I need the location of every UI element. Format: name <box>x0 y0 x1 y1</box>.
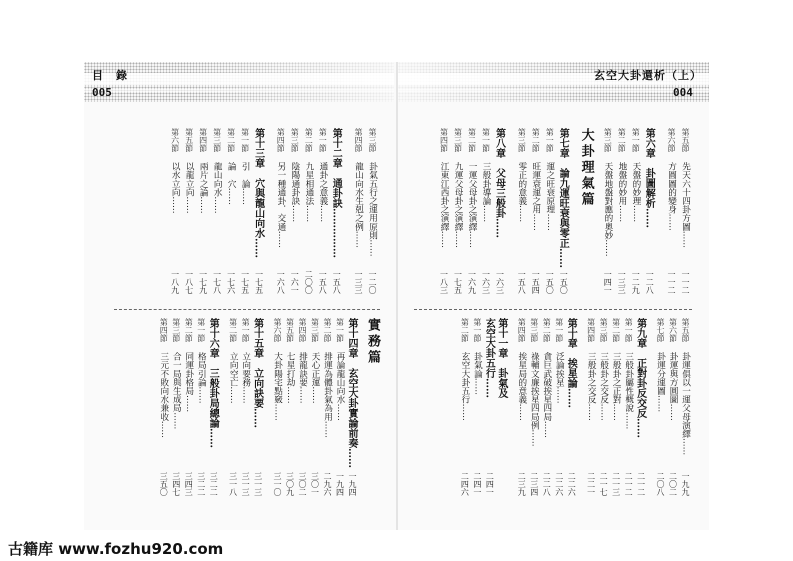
page-reference: 三〇一 <box>310 472 320 496</box>
page-reference: 一二〇 <box>368 270 377 294</box>
chapter-heading[interactable]: 玄空大卦五行…… <box>483 318 495 398</box>
section-number: 第三節 <box>368 128 377 152</box>
section-title[interactable]: 再論龍山向水…… <box>335 352 346 421</box>
page-reference: 二三四 <box>529 472 539 496</box>
section-number: 第一節 <box>335 318 345 342</box>
page-reference: 一二九 <box>631 270 641 294</box>
page-reference: 二二六 <box>554 472 564 496</box>
section-title[interactable]: 卦氣論…… <box>472 352 483 395</box>
section-title[interactable]: 排龍訣要…… <box>297 352 308 404</box>
section-title[interactable]: 玄空大卦五行…… <box>459 352 470 421</box>
section-number: 第二節 <box>228 318 238 342</box>
page-reference: 一七五 <box>240 270 250 294</box>
page-reference: 一七五 <box>453 270 463 294</box>
section-title[interactable]: 泛論挨星…… <box>554 352 565 404</box>
section-number: 第三節 <box>529 318 539 342</box>
section-number: 第三節 <box>517 128 527 152</box>
chapter-heading[interactable]: 第六章 卦圖解析…… <box>643 128 655 228</box>
page-reference: 三四七 <box>171 472 181 496</box>
page-reference: 一三三 <box>617 270 627 294</box>
page-reference: 一七九 <box>198 270 208 294</box>
section-title[interactable]: 大卦陽宅點竅…… <box>272 352 283 421</box>
section-number: 第一節 <box>318 128 328 152</box>
section-title[interactable]: 三般卦之交反…… <box>598 352 609 421</box>
page-reference: 三〇二 <box>298 472 307 496</box>
section-number: 第六節 <box>273 318 282 342</box>
section-title[interactable]: 立向空亡…… <box>228 352 239 404</box>
page-reference: 一七八 <box>212 270 222 294</box>
page-reference: 二二一 <box>586 472 596 496</box>
section-number: 第六節 <box>170 128 180 152</box>
page-reference: 二二八 <box>542 472 552 496</box>
chapter-heading[interactable]: 第八章 父母三般卦…… <box>493 128 505 238</box>
section-title[interactable]: 貪巨武破挨星四局…… <box>541 352 552 438</box>
section-title[interactable]: 祿輔文廉挨星四局例…… <box>529 352 540 447</box>
page-reference: 一六一 <box>290 270 300 294</box>
page-reference: 一九四 <box>335 472 345 496</box>
page-reference: 一六三 <box>481 270 491 294</box>
section-title[interactable]: 天盤地盤對應的奧妙…… <box>602 162 613 257</box>
page-reference: 二一七 <box>599 472 609 496</box>
section-title[interactable]: 兩片之論…… <box>198 162 209 214</box>
section-title[interactable]: 地盤的妙用…… <box>616 162 627 223</box>
section-title[interactable]: 卦氣五行之運用原則…… <box>367 162 378 257</box>
section-title[interactable]: 九星相通法…… <box>303 162 314 223</box>
section-title[interactable]: 三元不敗向水兼收…… <box>158 352 169 438</box>
section-title[interactable]: 龍山向水…… <box>212 162 223 214</box>
part-heading: 大卦理氣篇 <box>578 128 594 208</box>
section-title[interactable]: 以水立向…… <box>170 162 181 214</box>
section-number: 第三節 <box>171 318 181 342</box>
page-reference: 二九六 <box>323 472 332 496</box>
section-number: 第二節 <box>467 128 477 152</box>
section-number: 第三節 <box>453 128 463 152</box>
section-number: 第三節 <box>603 128 613 152</box>
section-title[interactable]: 運之旺衰原理…… <box>544 162 555 231</box>
section-title[interactable]: 天盤的妙理…… <box>630 162 641 223</box>
section-number: 第三節 <box>290 128 300 152</box>
section-number: 第二節 <box>460 318 470 342</box>
section-number: 第二節 <box>542 318 552 342</box>
section-number: 第一節 <box>472 318 482 342</box>
section-title[interactable]: 三般卦導論…… <box>481 162 492 223</box>
section-number: 第一節 <box>481 128 491 152</box>
page-reference: 二〇八 <box>656 472 665 496</box>
chapter-heading[interactable]: 第十二章 通卦訣…………… <box>330 128 342 258</box>
page-reference: 一七六 <box>226 270 236 294</box>
section-number: 第一節 <box>554 318 564 342</box>
site-watermark-footer: 古籍库 www.fozhu920.com <box>8 540 224 558</box>
section-number: 第五節 <box>681 318 690 342</box>
section-title[interactable]: 三般卦屬性概說…… <box>623 352 634 430</box>
page-reference: 三二二 <box>196 472 206 496</box>
section-number: 第二節 <box>184 318 194 342</box>
chapter-heading[interactable]: 第九章 正對卦反交反…… <box>634 318 646 438</box>
section-title[interactable]: 方圓圖的變身…… <box>666 162 677 231</box>
section-number: 第三節 <box>212 128 222 152</box>
section-title[interactable]: 卦運與方圓圖…… <box>668 352 679 421</box>
section-number: 第四節 <box>439 128 449 152</box>
right-page-number: 004 <box>673 86 693 99</box>
section-number: 第四節 <box>298 318 307 342</box>
section-title[interactable]: 合一局與生成局…… <box>171 352 182 430</box>
page-reference: 三一三 <box>253 472 263 496</box>
section-number: 第一節 <box>241 318 251 342</box>
page-reference: 三四三 <box>184 472 194 496</box>
page-reference: 三〇九 <box>285 472 295 496</box>
section-number: 第七節 <box>656 318 665 342</box>
page-reference: 三五〇 <box>159 472 169 496</box>
chapter-heading[interactable]: 第十五章 立向訣要…… <box>251 318 263 428</box>
page-reference: 一四一 <box>603 270 613 294</box>
page-reference: 三一八 <box>228 472 238 496</box>
section-title[interactable]: 龍山向水生剋之例…… <box>353 162 364 248</box>
section-number: 第一節 <box>545 128 555 152</box>
section-title[interactable]: 七星打劫…… <box>285 352 296 404</box>
section-title[interactable]: 九運父母卦之演繹…… <box>453 162 464 248</box>
section-title[interactable]: 江東江西卦之演繹…… <box>439 162 450 248</box>
page-reference: 三二二 <box>209 472 219 496</box>
section-number: 第四節 <box>586 318 596 342</box>
page-reference: 二一二 <box>624 472 634 496</box>
chapter-heading[interactable]: 第十章 挨星論…… <box>565 318 577 408</box>
section-number: 第四節 <box>159 318 169 342</box>
chapter-heading[interactable]: 第十三章 穴與龍山向水…… <box>252 128 264 258</box>
section-title[interactable]: 以龍立向…… <box>184 162 195 214</box>
section-number: 第五節 <box>184 128 194 152</box>
chapter-heading[interactable]: 第十一章 卦氣及 <box>495 318 507 398</box>
section-title[interactable]: 一運父母卦之演繹…… <box>467 162 478 248</box>
page-reference: 一五八 <box>318 270 328 294</box>
section-title[interactable]: 卦運俱以一運父母演繹…… <box>680 352 691 456</box>
book-gutter <box>396 62 398 530</box>
section-number: 第五節 <box>285 318 295 342</box>
section-number: 第二節 <box>323 318 332 342</box>
page-reference: 一一二 <box>681 270 690 294</box>
page-reference: 一六八 <box>276 270 286 294</box>
page-reference: 一七五 <box>254 270 264 294</box>
chapter-heading[interactable]: 第十六章 三般卦局總論…… <box>207 318 219 448</box>
section-title[interactable]: 卦運分運圖…… <box>655 352 666 413</box>
page-reference: 一一二 <box>667 270 676 294</box>
section-number: 第五節 <box>681 128 690 152</box>
section-number: 第四節 <box>517 318 527 342</box>
section-number: 第四節 <box>276 128 286 152</box>
chapter-heading[interactable]: 第十四章 玄空大卦實論前奏…… <box>346 318 357 468</box>
section-number: 第二節 <box>531 128 541 152</box>
page-reference: 一六九 <box>467 270 477 294</box>
page-reference: 一六三 <box>495 270 505 294</box>
chapter-heading[interactable]: 第七章 論九運旺衰與零正…… <box>557 128 569 268</box>
page-reference: 二〇二 <box>668 472 678 496</box>
part-heading: 實務篇 <box>365 318 380 366</box>
section-number: 第四節 <box>198 128 208 152</box>
section-number: 第二節 <box>226 128 236 152</box>
section-number: 第三節 <box>599 318 609 342</box>
page-reference: 一五〇 <box>545 270 555 294</box>
page-reference: 三一〇 <box>273 472 282 496</box>
page-reference: 一八九 <box>170 270 180 294</box>
page-reference: 二二六 <box>567 472 577 496</box>
page-reference: 一三三 <box>354 270 363 294</box>
page-reference: 二四一 <box>472 472 482 496</box>
page-reference: 二四六 <box>460 472 470 496</box>
page-reference: 一五四 <box>531 270 541 294</box>
page-reference: 一五〇 <box>559 270 569 294</box>
section-title[interactable]: 立向要務…… <box>240 352 251 404</box>
section-title[interactable]: 先天六十四卦方圖…… <box>680 162 691 248</box>
section-title[interactable]: 引 論…… <box>240 162 251 205</box>
page-reference: 一五八 <box>517 270 527 294</box>
page-reference: 二一二 <box>636 472 646 496</box>
page-reference: 一八七 <box>184 270 194 294</box>
section-number: 第二節 <box>304 128 314 152</box>
section-title[interactable]: 三般卦之正對…… <box>611 352 622 421</box>
section-title[interactable]: 挨星局的意義…… <box>516 352 527 421</box>
section-title[interactable]: 排運為體卦氣為用…… <box>322 352 333 438</box>
left-page-number: 005 <box>92 86 112 99</box>
section-title[interactable]: 同運卦格局…… <box>183 352 194 413</box>
page-reference: 一九九 <box>681 472 690 496</box>
section-number: 第六節 <box>668 318 678 342</box>
section-title[interactable]: 天心正運…… <box>310 352 321 404</box>
left-header-title: 目 錄 <box>92 69 128 82</box>
left-page-header-banner <box>84 62 394 102</box>
section-title[interactable]: 格局引論…… <box>196 352 207 404</box>
section-number: 第四節 <box>354 128 363 152</box>
section-number: 第六節 <box>667 128 676 152</box>
section-title[interactable]: 陰陽通卦訣…… <box>289 162 300 223</box>
left-page-divider <box>114 309 380 310</box>
page-reference: 三一三 <box>241 472 251 496</box>
right-header-title: 玄空大卦還析（上） <box>594 69 702 82</box>
section-number: 第三節 <box>310 318 320 342</box>
section-title[interactable]: 零正的意義…… <box>516 162 527 223</box>
page-reference: 二四一 <box>485 472 495 496</box>
page-reference: 二一三 <box>611 472 621 496</box>
section-title[interactable]: 三般卦之交反…… <box>586 352 597 421</box>
section-title[interactable]: 另一種通卦．交通…… <box>275 162 286 248</box>
section-title[interactable]: 論 穴…… <box>226 162 237 205</box>
section-number: 第一節 <box>240 128 250 152</box>
section-number: 第二節 <box>617 128 627 152</box>
page-reference: 一九四 <box>348 472 357 496</box>
page-reference: 一五八 <box>332 270 342 294</box>
section-number: 第一節 <box>196 318 206 342</box>
section-number: 第二節 <box>611 318 621 342</box>
section-number: 第一節 <box>624 318 634 342</box>
section-title[interactable]: 旺運衰運之用…… <box>530 162 541 231</box>
section-number: 第一節 <box>631 128 641 152</box>
right-page-divider <box>414 309 692 310</box>
page-reference: 二三九 <box>517 472 527 496</box>
page-reference: 二〇〇 <box>304 270 314 294</box>
page-reference: 一八三 <box>439 270 449 294</box>
section-title[interactable]: 通卦之意義…… <box>317 162 328 223</box>
page-reference: 一二八 <box>645 270 655 294</box>
